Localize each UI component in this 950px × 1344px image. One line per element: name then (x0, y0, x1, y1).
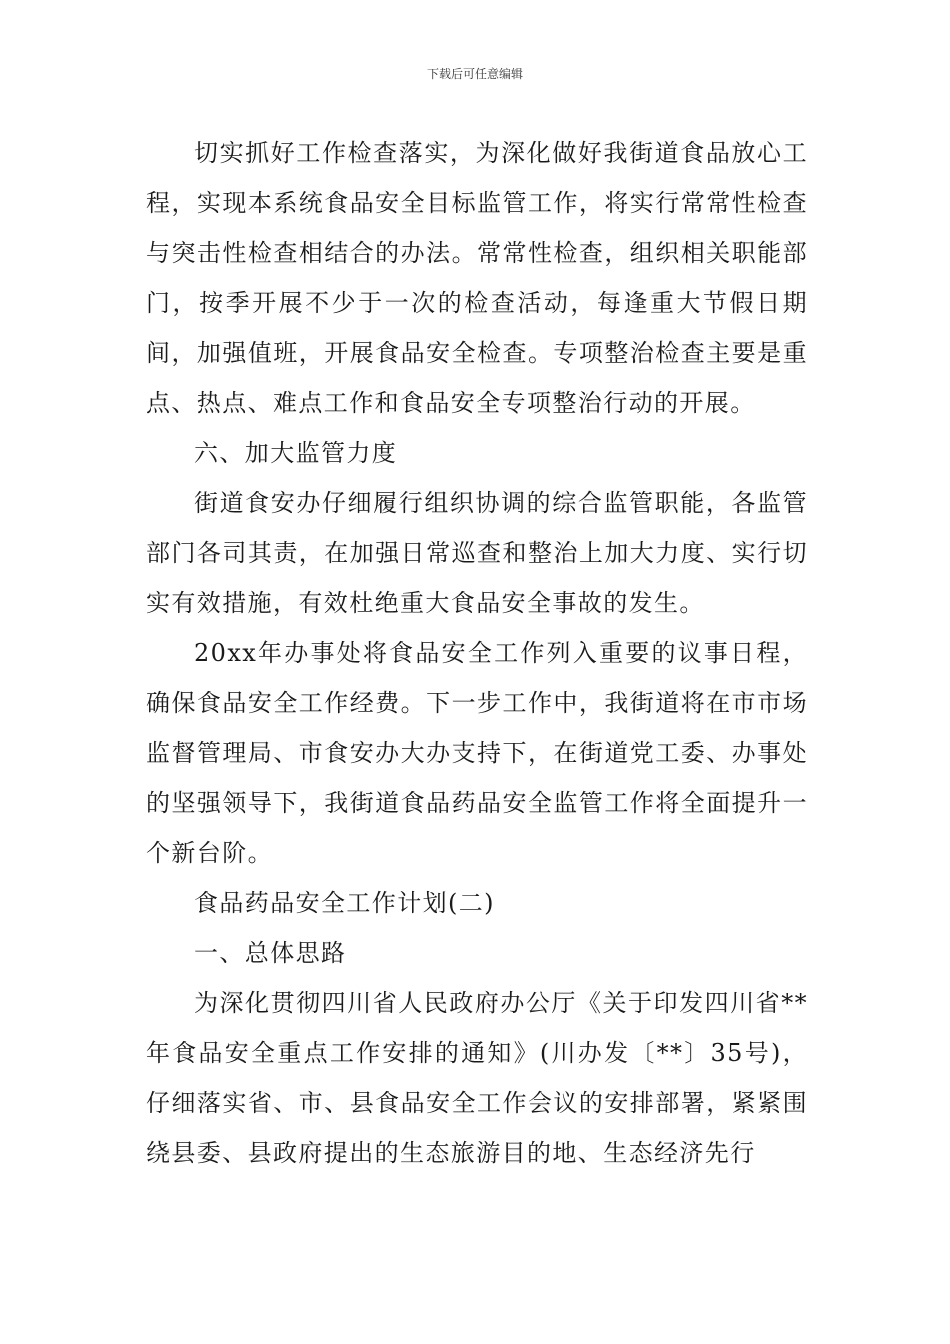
document-body (146, 128, 808, 1178)
section-heading-one: 一、总体思路 (194, 939, 347, 967)
paragraph-overall-approach: 为深化贯彻四川省人民政府办公厅《关于印发四川省**年食品安全重点工作安排的通知》(川办发〔**〕35号)，仔细落实省、市、县食品安全工作会议的安排部署，紧紧围绕县委、县政府提出的生态旅游目的地、生态经济先行 (146, 989, 808, 1167)
paragraph-supervision: 街道食安办仔细履行组织协调的综合监管职能，各监管部门各司其责，在加强日常巡查和整治上加大力度、实行切实有效措施，有效杜绝重大食品安全事故的发生。 (146, 489, 808, 617)
paragraph-inspection: 切实抓好工作检查落实，为深化做好我街道食品放心工程，实现本系统食品安全目标监管工作，将实行常常性检查与突击性检查相结合的办法。常常性检查，组织相关职能部门，按季开展不少于一次的检查活动，每逢重大节假日期间，加强值班，开展食品安全检查。专项整治检查主要是重点、热点、难点工作和食品安全专项整治行动的开展。 (146, 139, 808, 417)
section-heading-six: 六、加大监管力度 (194, 439, 398, 467)
paragraph-year-plan: 20xx年办事处将食品安全工作列入重要的议事日程，确保食品安全工作经费。下一步工作中，我街道将在市市场监督管理局、市食安办大办支持下，在街道党工委、办事处的坚强领导下，我街道食品药品安全监管工作将全面提升一个新台阶。 (146, 639, 808, 867)
page-header-note: 下载后可任意编辑 (426, 67, 523, 81)
document-subtitle: 食品药品安全工作计划(二) (194, 889, 495, 917)
